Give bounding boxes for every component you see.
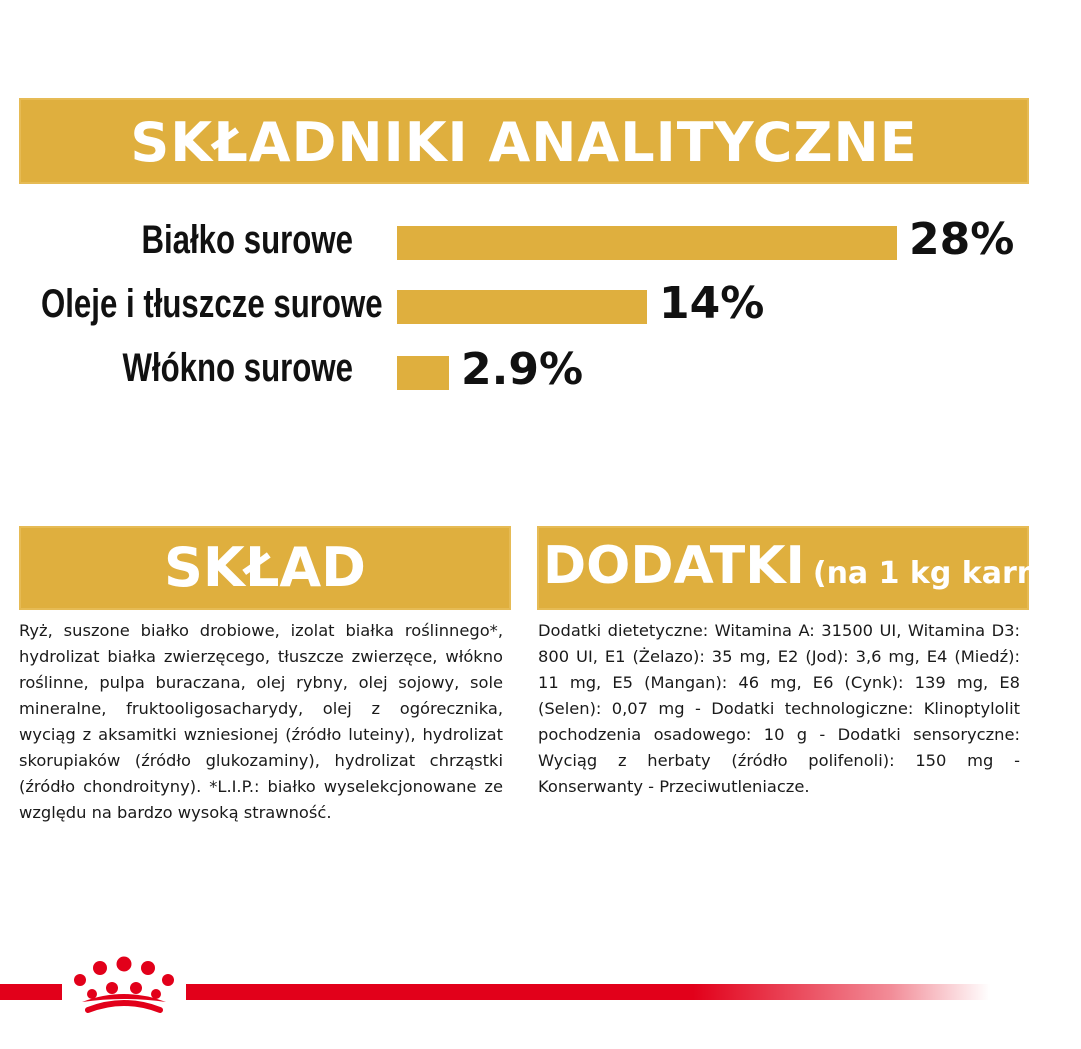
additives-text: Dodatki dietetyczne: Witamina A: 31500 UI, Witamina D3: 800 UI, E1 (Żelazo): 35 mg, E2 (Jod): 3,6 mg, E4 (Miedź): 11 mg, E5 (Mangan): 46 mg, E6 (Cynk): 139 mg, E8 (Selen): 0,07 mg - Dodatki technologiczne: Klinoptylolit pochodzenia osadowego: 10 g - Dodatki sensoryczne: Wyciąg z herbaty (źródło polifenoli): 150 mg - Konserwanty - Przeciwutleniacze.: [538, 621, 1020, 796]
nutrient-value-fat: 14%: [659, 278, 765, 329]
nutrient-value-protein: 28%: [909, 214, 1015, 265]
nutrient-label-protein: Białko surowe: [141, 218, 353, 262]
additives-banner: [537, 526, 1081, 610]
analytic-title: SKŁADNIKI ANALITYCZNE: [130, 111, 918, 174]
nutrient-label-fiber: Włókno surowe: [122, 346, 353, 390]
nutrient-value-fiber: 2.9%: [461, 344, 584, 395]
nutrient-bar-protein: [397, 226, 897, 260]
nutrient-bar-fiber: [397, 356, 449, 390]
composition-title: SKŁAD: [163, 536, 367, 599]
nutrient-bar-fat: [397, 290, 647, 324]
composition-banner: [19, 526, 511, 610]
additives-title: [543, 536, 1081, 596]
additives-title-main: DODATKI: [543, 536, 805, 596]
royal-canin-crown-icon: [62, 952, 186, 1022]
additives-subtitle: (na 1 kg karmy): [812, 556, 1081, 591]
analytic-banner: [19, 98, 1029, 184]
composition-text: Ryż, suszone białko drobiowe, izolat białka roślinnego*, hydrolizat białka zwierzęcego, tłuszcze zwierzęce, włókno roślinne, pulpa buraczana, olej rybny, olej sojowy, sole mineralne, fruktooligosacharydy, olej z ogórecznika, wyciąg z aksamitki wzniesionej (źródło luteiny), hydrolizat skorupiaków (źródło glukozaminy), hydrolizat chrząstki (źródło chondroityny). *L.I.P.: białko wyselekcjonowane ze względu na bardzo wysoką strawność.: [19, 621, 503, 822]
nutrient-label-fat: Oleje i tłuszcze surowe: [41, 282, 383, 326]
